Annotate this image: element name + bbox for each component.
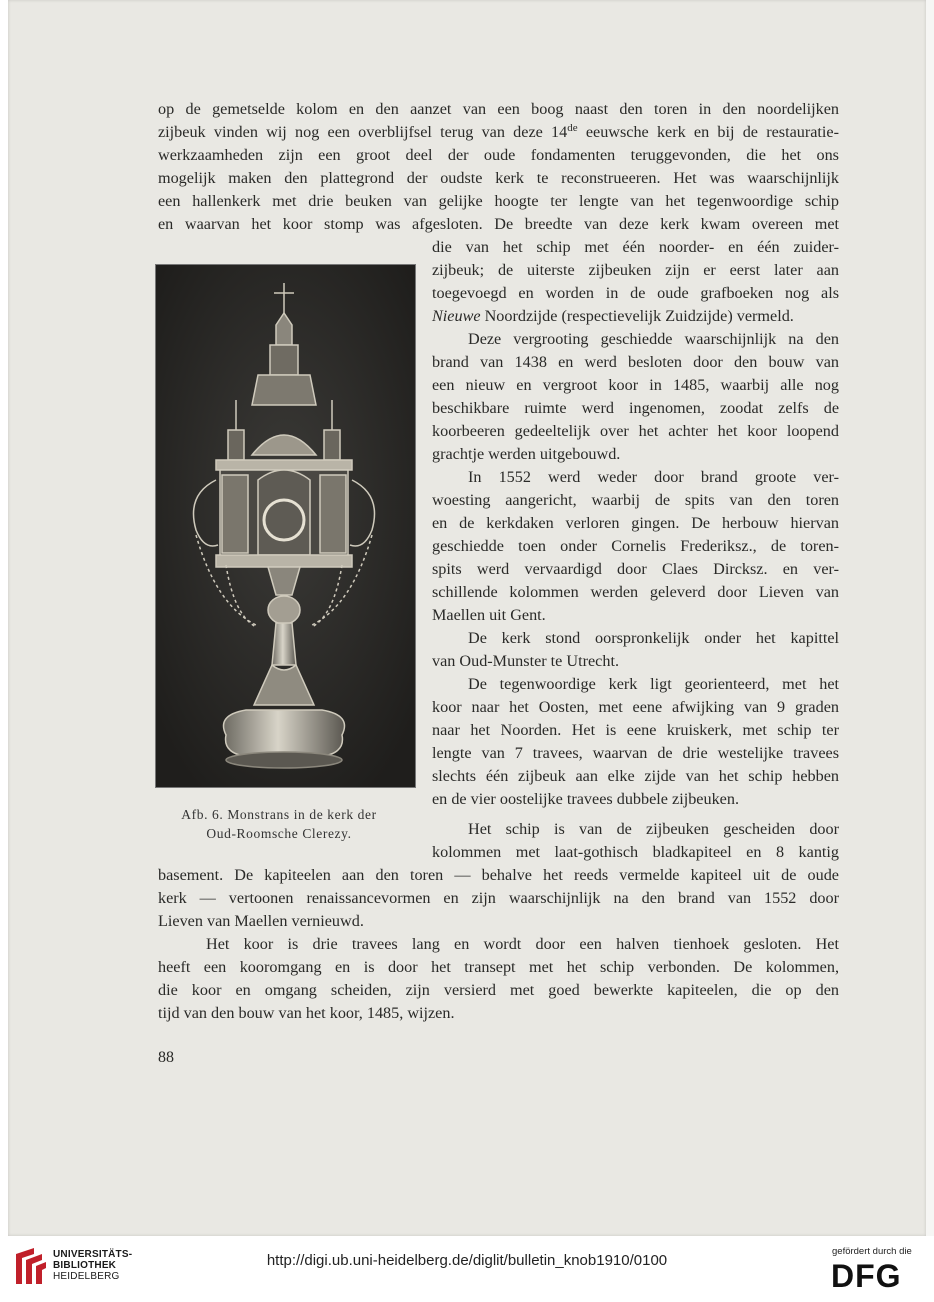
text-line: grachtje werden uitgebouwd. — [432, 445, 621, 463]
text-line: Het schip is van de zijbeuken gescheiden door — [468, 820, 839, 838]
text-line: schillende kolommen werden geleverd door Lieven van — [432, 583, 839, 601]
text-line: een nieuw en vergroot koor in 1485, waarbij alle nog — [432, 376, 839, 394]
text-line: De tegenwoordige kerk ligt georienteerd, met het — [468, 675, 839, 693]
text-span: Noordzijde (respectievelijk Zuidzijde) vermeld. — [480, 307, 794, 325]
text-line: en de vier oostelijke travees dubbele zijbeuken. — [432, 790, 739, 808]
text-line: brand van 1438 en werd besloten door den bouw van — [432, 353, 839, 371]
text-line: tijd van den bouw van het koor, 1485, wijzen. — [158, 1004, 455, 1022]
text-line: kerk — vertoonen renaissancevormen en zijn waarschijnlijk na den brand van 1552 door — [158, 889, 839, 907]
text-line: heeft een kooromgang en is door het transept met het schip verbonden. De kolommen, — [158, 958, 839, 976]
text-line: spits werd vervaardigd door Claes Dircksz. en ver- — [432, 560, 839, 578]
text-line: kolommen met laat-gothisch bladkapiteel en 8 kantig — [432, 843, 839, 861]
text-line: zijbeuk; de uiterste zijbeuken zijn er eerst later aan — [432, 261, 839, 279]
library-name-line-2: BIBLIOTHEK — [53, 1260, 117, 1271]
library-name-line-3: HEIDELBERG — [53, 1271, 120, 1282]
text-line: woesting aangericht, waarbij de spits van den toren — [432, 491, 839, 509]
text-line: die koor en omgang scheiden, zijn versierd met goed bewerkte kapiteelen, die op den — [158, 981, 839, 999]
funded-by-text: gefördert durch die — [832, 1246, 912, 1257]
text-line: en waarvan het koor stomp was afgesloten. De breedte van deze kerk kwam overeen met — [158, 215, 839, 233]
page-number: 88 — [158, 1049, 174, 1066]
text-line: toegevoegd en worden in de oude grafboeken nog als — [432, 284, 839, 302]
text-line: van Oud-Munster te Utrecht. — [432, 652, 620, 670]
source-url-link[interactable]: http://digi.ub.uni-heidelberg.de/diglit/bulletin_knob1910/0100 — [266, 1252, 668, 1269]
text-line: werkzaamheden zijn een groot deel der oude fondamenten teruggevonden, die het ons — [158, 146, 839, 164]
text-line: lengte van 7 travees, waarvan de drie westelijke travees — [432, 744, 839, 762]
text-line: koor naar het Oosten, met eene afwijking van 9 graden — [432, 698, 839, 716]
text-line: basement. De kapiteelen aan den toren — behalve het reeds vermelde kapiteel uit de oude — [158, 866, 839, 884]
text-line: Het koor is drie travees lang en wordt door een halven tienhoek gesloten. Het — [206, 935, 839, 953]
text-line: Lieven van Maellen vernieuwd. — [158, 912, 364, 930]
text-span: eeuwsche kerk en bij de restauratie- — [577, 123, 839, 141]
monstrance-illustration — [156, 265, 415, 787]
text-line: mogelijk maken den plattegrond der oudste kerk te reconstrueeren. Het was waarschijnlijk — [158, 169, 839, 187]
text-line: slechts één zijbeuk aan elke zijde van het schip hebben — [432, 767, 839, 785]
superscript: de — [567, 122, 578, 134]
text-line: op de gemetselde kolom en den aanzet van een boog naast den toren in den noordelijken — [158, 100, 839, 118]
text-line: Maellen uit Gent. — [432, 606, 546, 624]
text-span: zijbeuk vinden wij nog een overblijfsel terug van deze 14 — [158, 123, 568, 141]
text-line: beschikbare ruimte werd ingenomen, zoodat zelfs de — [432, 399, 839, 417]
text-line: koorbeeren gedeeltelijk over het achter het koor loopend — [432, 422, 839, 440]
text-line: een hallenkerk met drie beuken van gelijke hoogte ter lengte van het tegenwoordige schip — [158, 192, 839, 210]
italic-text: Nieuwe — [432, 307, 481, 325]
dfg-logo: DFG — [831, 1258, 902, 1294]
text-line: geschiedde toen onder Cornelis Frederiksz., de toren- — [432, 537, 839, 555]
figure-caption-line-1: Afb. 6. Monstrans in de kerk der — [181, 807, 377, 822]
figure-caption-line-2: Oud-Roomsche Clerezy. — [206, 826, 352, 841]
monstrance-photo — [155, 264, 416, 788]
text-line: Deze vergrooting geschiedde waarschijnlijk na den — [468, 330, 839, 348]
library-name-line-1: UNIVERSITÄTS- — [53, 1249, 133, 1260]
text-line — [432, 305, 839, 328]
footer-bar — [0, 1236, 934, 1302]
text-line: die van het schip met één noorder- en één zuider- — [432, 238, 839, 256]
text-line: In 1552 werd weder door brand groote ver- — [468, 468, 839, 486]
text-line: naar het Noorden. Het is eene kruiskerk, met schip ter — [432, 721, 839, 739]
text-line — [158, 121, 839, 144]
text-line: en de kerkdaken verloren gingen. De herbouw hiervan — [432, 514, 839, 532]
text-line: De kerk stond oorspronkelijk onder het kapittel — [468, 629, 839, 647]
